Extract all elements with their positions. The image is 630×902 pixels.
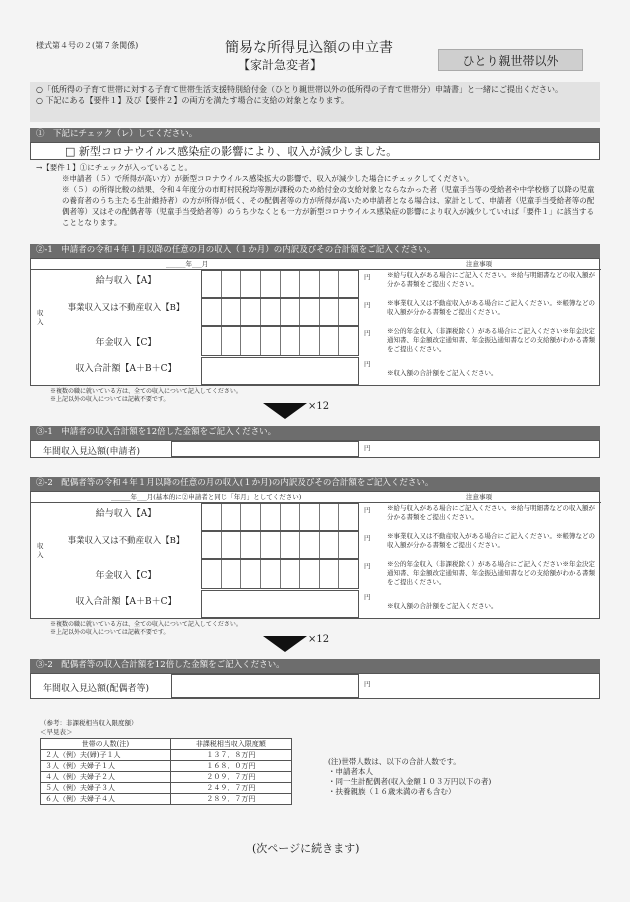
- annual-spouse-unit: 円: [364, 680, 371, 688]
- section2-1-bar: ②-1 申請者の令和４年１月以降の任意の月の収入（１か月）の内訳及びその合計額をご記入ください。: [30, 244, 600, 258]
- annual-applicant-row: [30, 440, 600, 458]
- salary-label: 給与収入【A】: [95, 276, 157, 286]
- spouse-business-label: 事業収入又は不動産収入【B】: [67, 536, 185, 546]
- household-note-item: ・扶養親族（１６歳未満の者も含む）: [328, 787, 456, 796]
- section3-1-bar: ③-1 申請者の収入合計額を12倍した金額をご記入ください。: [30, 426, 600, 440]
- spouse-total-label: 収入合計額【A＋B＋C】: [75, 597, 177, 607]
- pension-unit: 円: [364, 329, 371, 337]
- footnote1: ※複数の職に就いている方は、全ての収入について記入してください。: [50, 388, 242, 395]
- ref-cell: ３人（例）夫婦子１人: [41, 761, 171, 772]
- business-unit: 円: [364, 301, 371, 309]
- annual-applicant-label: 年間収入見込額(申請者): [43, 447, 141, 457]
- table-row: [41, 783, 292, 794]
- intro-line2: ○ 下記にある【要件１】及び【要件２】の両方を満たす場合に支給の対象となります。: [36, 96, 349, 105]
- intro-line1: ○「低所得の子育て世帯に対する子育て世帯生活支援特別給付金（ひとり親世帯以外の低所得の子育て世帯分）申請書」と一緒にご提出ください。: [36, 85, 563, 94]
- table-row: [41, 772, 292, 783]
- pension-note: ※公的年金収入（非課税除く）がある場合にご記入ください※年金決定通知書、年金額改定通知書、年金振込通知書などの支給額がわかる書類をご提出ください。: [387, 327, 595, 353]
- business-label: 事業収入又は不動産収入【B】: [67, 303, 185, 313]
- annual-spouse-label: 年間収入見込額(配偶者等): [43, 684, 150, 694]
- annual-spouse-row: [30, 673, 600, 699]
- multiply-label-2: ×12: [308, 634, 330, 645]
- annual-applicant-unit: 円: [364, 444, 371, 452]
- business-input[interactable]: [201, 298, 359, 326]
- req1-title: →【要件１】①にチェックが入っていること。: [36, 163, 193, 172]
- intro-box: [30, 82, 600, 122]
- form-number: 様式第４号の２(第７条関係): [36, 41, 139, 50]
- total-note: ※収入額の合計額をご記入ください。: [387, 369, 498, 377]
- ref-cell: １６８．０万円: [170, 761, 291, 772]
- req1-note2: ※（５）の所得比較の結果、令和４年度分の市町村民税均等割が課税のため給付金の支給対象とならなかった者（児童手当等の受給者や中学校修了以降の児童の養育者のうち主たる生計維持者）の方が所得が低く、その配偶者等の方が所得が高いため申請者となる場合は、家計として、申請者（児童手当受給者等の配偶者等）又はその配偶者等（児童手当受給者等）のうち少なくとも一方が新型コロナウイルス感染症の影響により収入が減少していれば「要件１」に該当することとなります。: [62, 185, 595, 227]
- table-row: [41, 761, 292, 772]
- month-label-spouse[interactable]: ______年___月(基本的に②申請者と同じ「年月」としてください): [111, 493, 302, 501]
- page-title: 簡易な所得見込額の申立書: [225, 40, 393, 56]
- checkbox-label: □ 新型コロナウイルス感染症の影響により、収入が減少しました。: [65, 145, 398, 158]
- section1-bar: ① 下記にチェック（レ）してください。: [30, 128, 600, 142]
- ref-cell: ２４９．７万円: [170, 783, 291, 794]
- notes-header: 注意事項: [466, 260, 492, 268]
- section2-2-bar: ②-2 配偶者等の令和４年１月以降の任意の月の収入(１か月)の内訳及びその合計額をご記入ください。: [30, 477, 600, 491]
- ref-caption: （参考：非課税相当収入限度額）: [40, 719, 138, 727]
- notes-header-spouse: 注意事項: [466, 493, 492, 501]
- ref-cell: ２０９．７万円: [170, 772, 291, 783]
- household-note: [328, 757, 578, 797]
- salary-note: ※給与収入がある場合にご記入ください。※給与明細書などの収入額が分かる書類をご提出ください。: [387, 271, 595, 288]
- income-table-spouse: [30, 491, 600, 619]
- ref-col1-header: 世帯の人数(注): [41, 739, 171, 750]
- ref-cell: １３７．８万円: [170, 750, 291, 761]
- spouse-salary-label: 給与収入【A】: [95, 509, 157, 519]
- spouse-total-note: ※収入額の合計額をご記入ください。: [387, 602, 498, 610]
- annual-spouse-input[interactable]: [171, 674, 359, 698]
- spouse-pension-unit: 円: [364, 562, 371, 570]
- table-row: [41, 794, 292, 805]
- household-note-title: (注)世帯人数は、以下の合計人数です。: [328, 757, 461, 766]
- ref-table: [40, 738, 292, 805]
- month-label[interactable]: ______年___月: [166, 260, 209, 268]
- ref-cell: ４人（例）夫婦子２人: [41, 772, 171, 783]
- down-arrow-icon: [263, 403, 307, 419]
- section3-2-bar: ③-2 配偶者等の収入合計額を12倍した金額をご記入ください。: [30, 659, 600, 673]
- income-table-applicant: [30, 258, 600, 386]
- spouse-total-input[interactable]: [201, 590, 359, 618]
- table-row: [41, 750, 292, 761]
- salary-unit: 円: [364, 273, 371, 281]
- business-note: ※事業収入又は不動産収入がある場合にご記入ください。※帳簿などの収入額が分かる書類をご提出ください。: [387, 299, 595, 316]
- ref-col2-header: 非課税相当収入限度額: [170, 739, 291, 750]
- spouse-business-note: ※事業収入又は不動産収入がある場合にご記入ください。※帳簿などの収入額が分かる書類をご提出ください。: [387, 532, 595, 549]
- spouse-business-input[interactable]: [201, 531, 359, 559]
- ref-subcaption: ＜早見表＞: [40, 728, 73, 736]
- spouse-salary-note: ※給与収入がある場合にご記入ください。※給与明細書などの収入額が分かる書類をご提出ください。: [387, 504, 595, 521]
- spouse-total-unit: 円: [364, 593, 371, 601]
- spouse-pension-note: ※公的年金収入（非課税除く）がある場合にご記入ください※年金決定通知書、年金額改定通知書、年金振込通知書などの支給額がわかる書類をご提出ください。: [387, 560, 595, 586]
- spouse-business-unit: 円: [364, 534, 371, 542]
- page-subtitle: 【家計急変者】: [238, 58, 323, 72]
- total-unit: 円: [364, 360, 371, 368]
- covid-checkbox[interactable]: [30, 142, 600, 160]
- down-arrow-icon: [263, 636, 307, 652]
- ref-cell: ２人（例）夫(婦)子１人: [41, 750, 171, 761]
- household-type-badge: ひとり親世帯以外: [438, 49, 583, 71]
- footnote2: ※上記以外の収入については記載不要です。: [50, 396, 170, 403]
- household-note-item: ・同一生計配偶者(収入金額１０３万円以下の者): [328, 777, 492, 786]
- income-side-label-spouse: 収入: [37, 542, 44, 559]
- spouse-footnote2: ※上記以外の収入については記載不要です。: [50, 629, 170, 636]
- spouse-pension-input[interactable]: [201, 559, 359, 589]
- total-label: 収入合計額【A＋B＋C】: [75, 364, 177, 374]
- salary-input[interactable]: [201, 270, 359, 298]
- requirement1-block: [36, 162, 596, 228]
- ref-cell: ２８９．７万円: [170, 794, 291, 805]
- spouse-salary-input[interactable]: [201, 503, 359, 531]
- income-side-label: 収入: [37, 309, 44, 326]
- spouse-salary-unit: 円: [364, 506, 371, 514]
- multiply-label: ×12: [308, 401, 330, 412]
- spouse-footnote1: ※複数の職に就いている方は、全ての収入について記入してください。: [50, 621, 242, 628]
- ref-cell: ５人（例）夫婦子３人: [41, 783, 171, 794]
- table-row: [41, 739, 292, 750]
- household-note-item: ・申請者本人: [328, 767, 373, 776]
- continued-footer: (次ページに続きます): [252, 842, 360, 855]
- spouse-pension-label: 年金収入【C】: [95, 571, 157, 581]
- annual-applicant-input[interactable]: [171, 441, 359, 457]
- pension-label: 年金収入【C】: [95, 338, 157, 348]
- ref-cell: ６人（例）夫婦子４人: [41, 794, 171, 805]
- req1-note1: ※申請者（５）で所得が高い方）が新型コロナウイルス感染拡大の影響で、収入が減少した場合にチェックしてください。: [62, 174, 474, 183]
- pension-input[interactable]: [201, 326, 359, 356]
- total-input[interactable]: [201, 357, 359, 385]
